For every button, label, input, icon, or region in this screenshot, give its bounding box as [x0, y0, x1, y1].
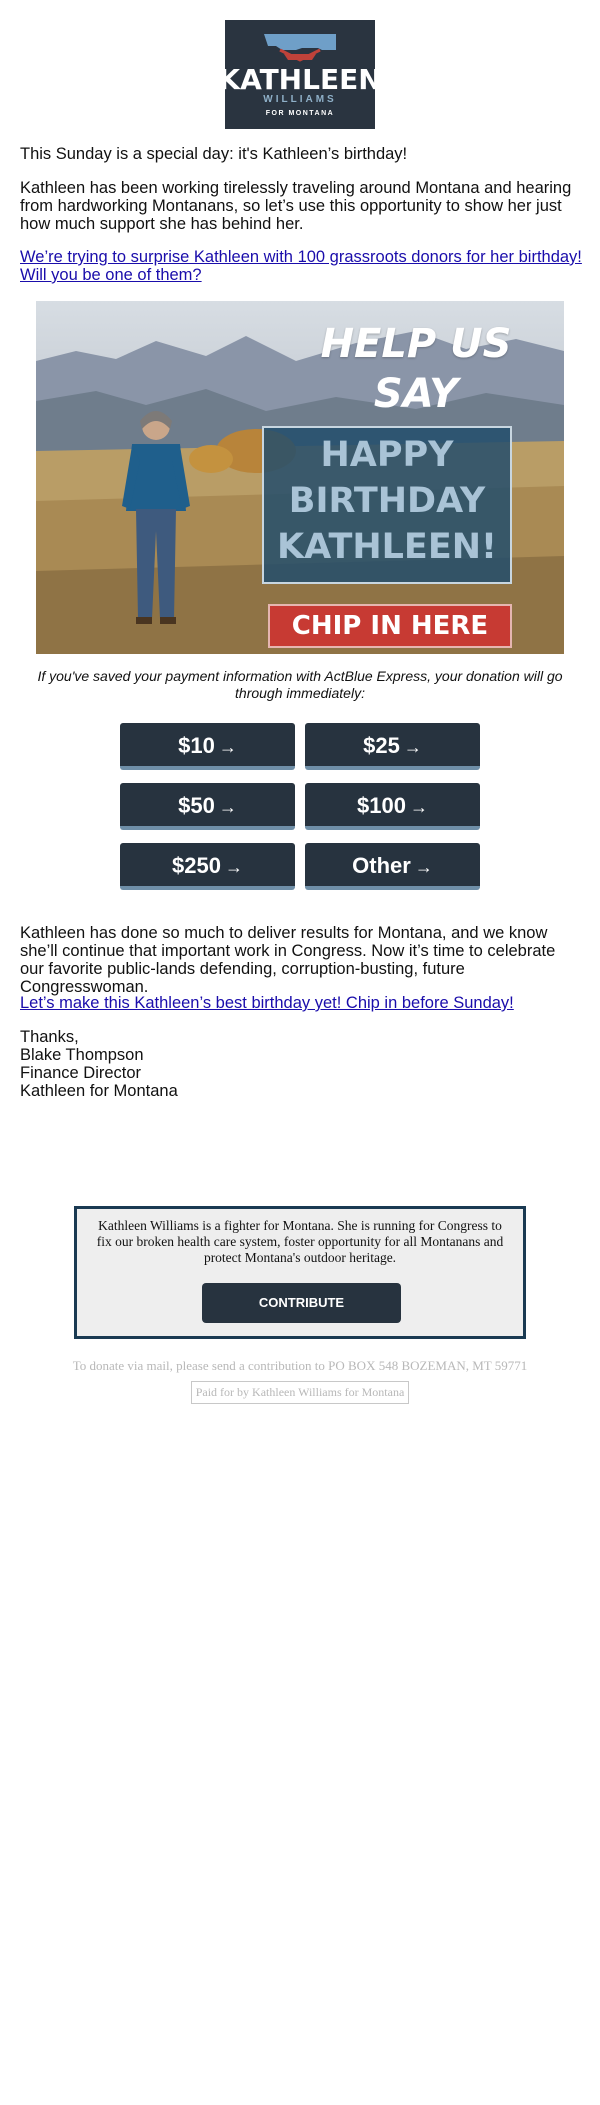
signature-block — [20, 1028, 178, 1100]
logo-surname: WILLIAMS — [263, 94, 337, 105]
intro-line-support: Kathleen has been working tirelessly traveling around Montana and hearing from hardworking Montanans, so let’s use this opportunity to show her just how much support she has behind her. — [20, 179, 572, 233]
intro-line-birthday: This Sunday is a special day: it's Kathleen’s birthday! — [20, 145, 408, 163]
panel-line-kathleen: KATHLEEN! — [276, 527, 498, 567]
donate-other-button[interactable] — [305, 843, 480, 890]
contribute-button[interactable]: CONTRIBUTE — [202, 1283, 401, 1323]
hero-help-us: HELP US — [320, 321, 512, 367]
donate-25-button[interactable] — [305, 723, 480, 770]
surprise-donors-link[interactable]: We’re trying to surprise Kathleen with 100 grassroots donors for her birthday! Will you be one of them? — [20, 248, 582, 284]
intro-link-paragraph — [20, 248, 582, 284]
arrow-right-icon: → — [409, 797, 428, 817]
hero-birthday-image[interactable] — [36, 301, 564, 654]
signature-name: Blake Thompson — [20, 1046, 144, 1064]
panel-line-happy: HAPPY — [320, 435, 454, 475]
arrow-right-icon: → — [224, 857, 243, 877]
actblue-express-note: If you've saved your payment information with ActBlue Express, your donation will go through immediately: — [37, 668, 563, 701]
logo-for-state: FOR MONTANA — [265, 110, 335, 117]
best-birthday-paragraph — [20, 994, 582, 1012]
logo-name: KATHLEEN — [218, 63, 382, 96]
donate-amount-label: $25 — [363, 733, 400, 758]
donate-amount-label: $100 — [357, 793, 406, 818]
donate-100-button[interactable] — [305, 783, 480, 830]
donate-amount-label: $250 — [172, 853, 221, 878]
donate-amount-label: $10 — [178, 733, 215, 758]
signature-title: Finance Director — [20, 1064, 142, 1082]
footer-contribute-box — [74, 1206, 526, 1339]
arrow-right-icon: → — [403, 737, 422, 757]
arrow-right-icon: → — [218, 797, 237, 817]
panel-line-birthday: BIRTHDAY — [288, 481, 486, 521]
hero-birthday-panel — [262, 426, 512, 584]
donate-amount-label: $50 — [178, 793, 215, 818]
chip-in-here-button[interactable]: CHIP IN HERE — [268, 604, 512, 648]
donate-50-button[interactable] — [120, 783, 295, 830]
signature-org: Kathleen for Montana — [20, 1082, 178, 1100]
chip-in-before-sunday-link[interactable]: Let’s make this Kathleen’s best birthday yet! Chip in before Sunday! — [20, 994, 514, 1012]
donate-10-button[interactable] — [120, 723, 295, 770]
footer-blurb: Kathleen Williams is a fighter for Montana. She is running for Congress to fix our broken health care system, foster opportunity for all Montanans and protect Montana's outdoor heritage. — [96, 1218, 504, 1265]
montana-state-icon — [262, 32, 338, 62]
hero-say: SAY — [373, 371, 459, 417]
paid-for-disclaimer: Paid for by Kathleen Williams for Montana — [191, 1381, 409, 1404]
donate-amount-label: Other — [352, 853, 411, 878]
arrow-right-icon: → — [414, 857, 433, 877]
results-paragraph: Kathleen has done so much to deliver results for Montana, and we know she’ll continue that important work in Congress. Now it’s time to celebrate our favorite public-lands defending, corruption-busting, future Congresswoman. — [20, 924, 556, 996]
campaign-logo — [218, 20, 382, 129]
arrow-right-icon: → — [218, 737, 237, 757]
signature-thanks: Thanks, — [20, 1028, 79, 1046]
donate-250-button[interactable] — [120, 843, 295, 890]
mail-donation-note: To donate via mail, please send a contribution to PO BOX 548 BOZEMAN, MT 59771 — [72, 1358, 528, 1373]
